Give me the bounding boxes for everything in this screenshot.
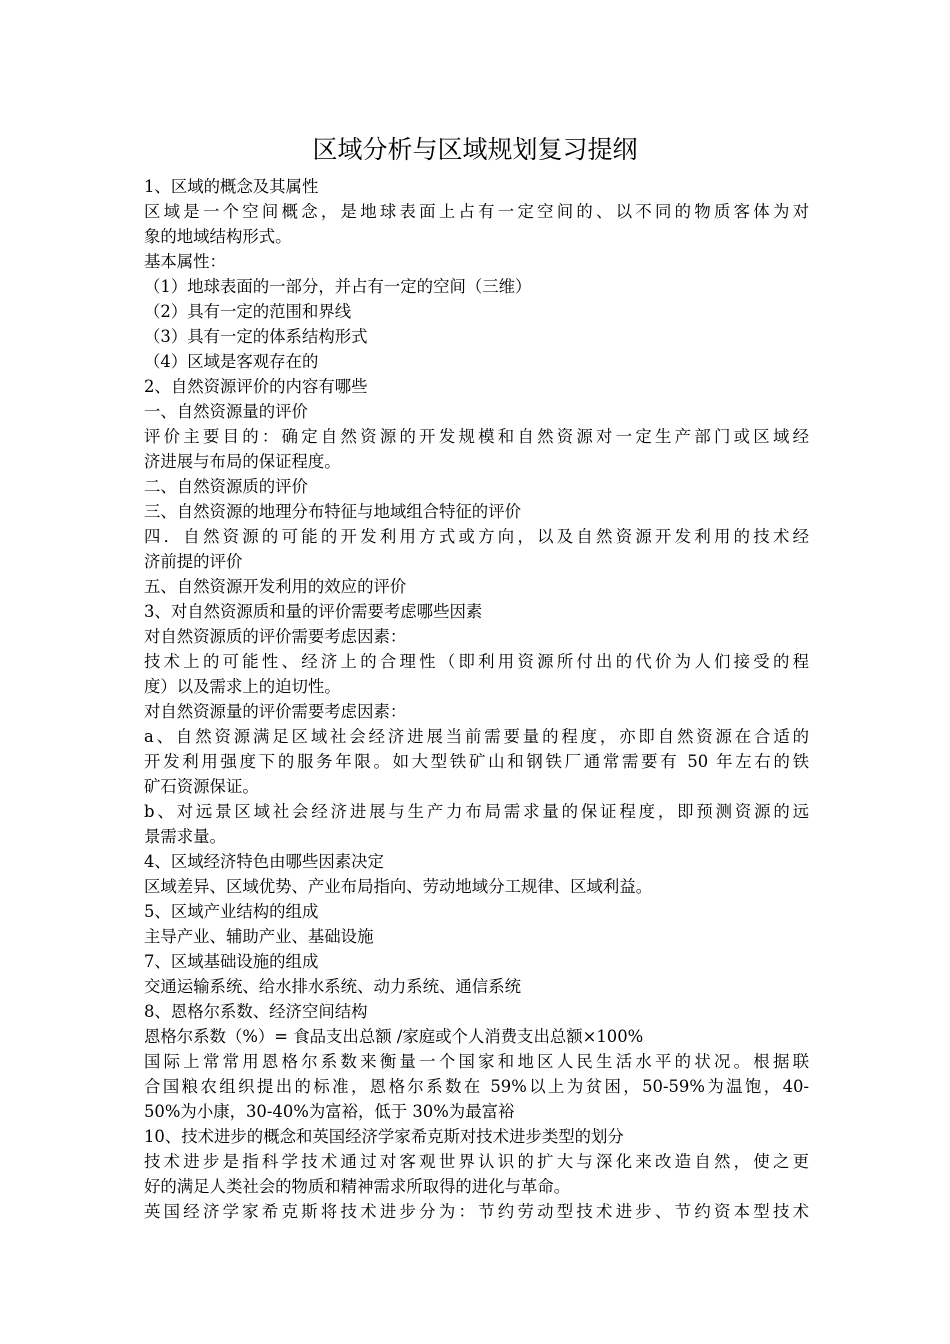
- text-line: 开发利用强度下的服务年限。如大型铁矿山和钢铁厂通常需要有 50 年左右的铁: [144, 752, 809, 771]
- text-line: 四．自然资源的可能的开发利用方式或方向，以及自然资源开发利用的技术经: [144, 527, 809, 546]
- text-line: 基本属性：: [144, 252, 226, 271]
- text-line: 区域是一个空间概念，是地球表面上占有一定空间的、以不同的物质客体为对: [144, 202, 809, 221]
- text-line: 三、自然资源的地理分布特征与地域组合特征的评价: [144, 502, 521, 521]
- text-line: 济前提的评价: [144, 552, 243, 571]
- text-line: b、对远景区域社会经济进展与生产力布局需求量的保证程度，即预测资源的远: [144, 802, 809, 821]
- text-line: 好的满足人类社会的物质和精神需求所取得的进化与革命。: [144, 1177, 571, 1196]
- text-line: （3）具有一定的体系结构形式: [144, 327, 368, 346]
- text-line: 度）以及需求上的迫切性。: [144, 677, 341, 696]
- text-line: 五、自然资源开发利用的效应的评价: [144, 577, 407, 596]
- text-line: 景需求量。: [144, 827, 226, 846]
- text-line: a、自然资源满足区域社会经济进展当前需要量的程度，亦即自然资源在合适的: [144, 727, 809, 746]
- text-line: （2）具有一定的范围和界线: [144, 302, 352, 321]
- text-line: 3、对自然资源质和量的评价需要考虑哪些因素: [144, 602, 483, 621]
- text-line: 对自然资源量的评价需要考虑因素：: [144, 702, 407, 721]
- text-line: 交通运输系统、给水排水系统、动力系统、通信系统: [144, 977, 521, 996]
- text-line: 矿石资源保证。: [144, 777, 259, 796]
- text-line: 国际上常常用恩格尔系数来衡量一个国家和地区人民生活水平的状况。根据联: [144, 1052, 809, 1071]
- text-line: 象的地域结构形式。: [144, 227, 292, 246]
- text-line: 2、自然资源评价的内容有哪些: [144, 377, 368, 396]
- text-line: （4）区域是客观存在的: [144, 352, 319, 371]
- document-title: 区域分析与区域规划复习提纲: [312, 135, 638, 164]
- text-line: 区域差异、区域优势、产业布局指向、劳动地域分工规律、区域利益。: [144, 877, 653, 896]
- text-line: 4、区域经济特色由哪些因素决定: [144, 852, 384, 871]
- text-line: 一、自然资源量的评价: [144, 402, 308, 421]
- text-line: 50%为小康，30-40%为富裕，低于 30%为最富裕: [144, 1102, 515, 1121]
- document-body: [144, 174, 809, 1224]
- text-line: 8、恩格尔系数、经济空间结构: [144, 1002, 368, 1021]
- text-line: 评价主要目的：确定自然资源的开发规模和自然资源对一定生产部门或区域经: [144, 427, 809, 446]
- text-line: 技术上的可能性、经济上的合理性（即利用资源所付出的代价为人们接受的程: [144, 652, 809, 671]
- text-line: 技术进步是指科学技术通过对客观世界认识的扩大与深化来改造自然，使之更: [144, 1152, 809, 1171]
- text-line: 主导产业、辅助产业、基础设施: [144, 927, 374, 946]
- text-line: 10、技术进步的概念和英国经济学家希克斯对技术进步类型的划分: [144, 1127, 624, 1146]
- text-line: 合国粮农组织提出的标准，恩格尔系数在 59%以上为贫困，50-59%为温饱，40-: [144, 1077, 809, 1096]
- text-line: 英国经济学家希克斯将技术进步分为：节约劳动型技术进步、节约资本型技术: [144, 1202, 809, 1221]
- text-line: 二、自然资源质的评价: [144, 477, 308, 496]
- text-line: 5、区域产业结构的组成: [144, 902, 319, 921]
- text-line: 恩格尔系数（%）= 食品支出总额 /家庭或个人消费支出总额×100%: [144, 1027, 644, 1046]
- text-line: 对自然资源质的评价需要考虑因素：: [144, 627, 407, 646]
- text-line: 1、区域的概念及其属性: [144, 177, 319, 196]
- text-line: （1）地球表面的一部分，并占有一定的空间（三维）: [144, 277, 532, 296]
- text-line: 7、区域基础设施的组成: [144, 952, 319, 971]
- text-line: 济进展与布局的保证程度。: [144, 452, 341, 471]
